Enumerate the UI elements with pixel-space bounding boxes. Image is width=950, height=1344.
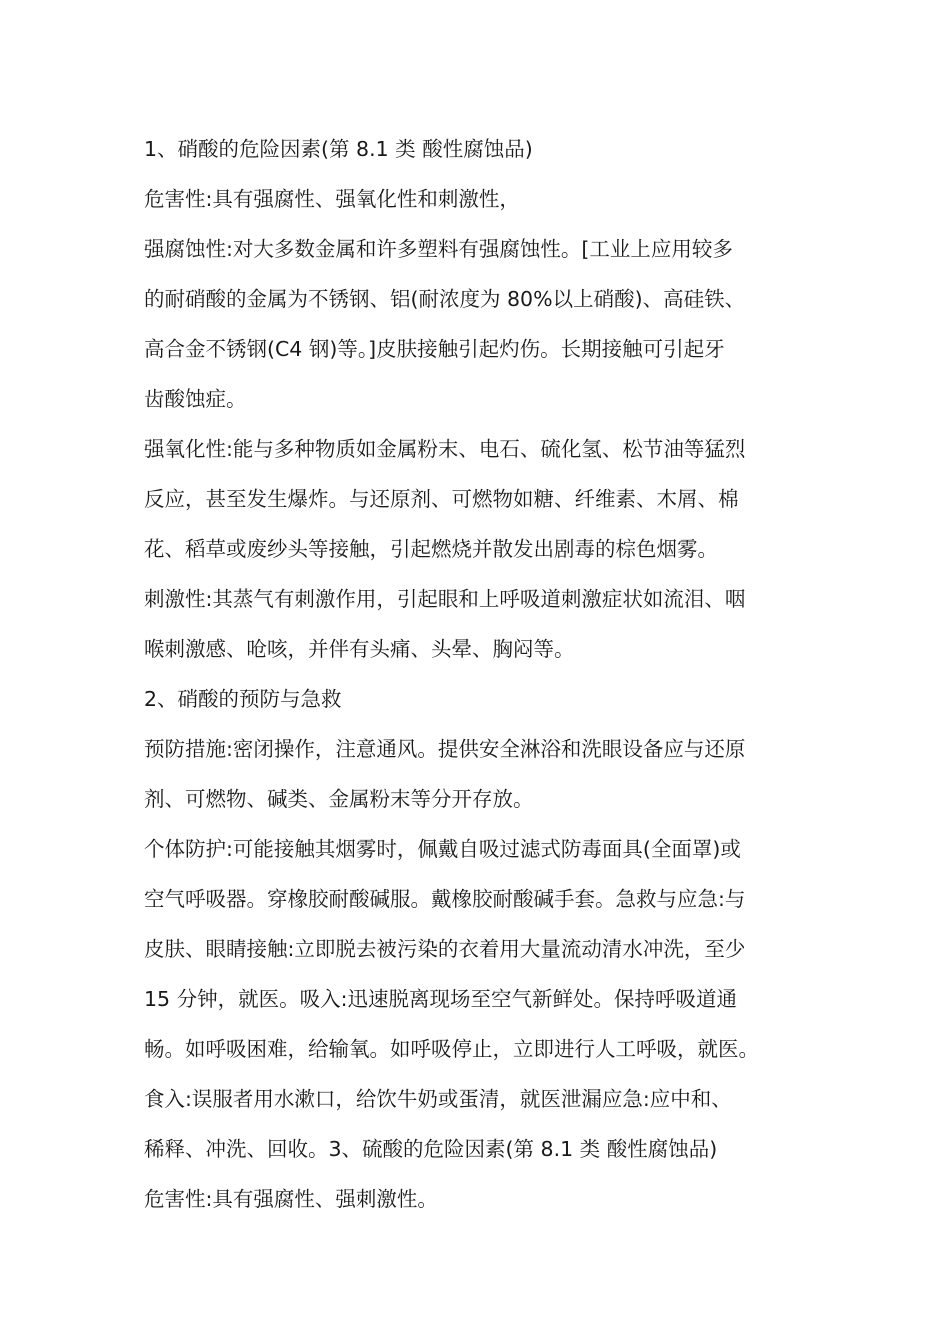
text-line: 预防措施:密闭操作，注意通风。提供安全淋浴和洗眼设备应与还原 — [144, 737, 746, 761]
text-line: 齿酸蚀症。 — [144, 387, 247, 411]
text-line: 花、稻草或废纱头等接触，引起燃烧并散发出剧毒的棕色烟雾。 — [144, 537, 718, 561]
text-line: 危害性:具有强腐性、强氧化性和刺激性， — [144, 187, 520, 211]
text-line: 畅。如呼吸困难，给输氧。如呼吸停止，立即进行人工呼吸，就医。 — [144, 1037, 759, 1061]
heading-nitric-acid-prevention: 2、硝酸的预防与急救 — [144, 687, 342, 711]
text-line: 反应，甚至发生爆炸。与还原剂、可燃物如糖、纤维素、木屑、棉 — [144, 487, 739, 511]
text-line: 空气呼吸器。穿橡胶耐酸碱服。戴橡胶耐酸碱手套。急救与应急:与 — [144, 887, 746, 911]
text-line: 刺激性:其蒸气有刺激作用，引起眼和上呼吸道刺激症状如流泪、咽 — [144, 587, 746, 611]
text-line: 稀释、冲洗、回收。3、硫酸的危险因素(第 8.1 类 酸性腐蚀品) — [144, 1137, 718, 1161]
text-line: 强氧化性:能与多种物质如金属粉末、电石、硫化氢、松节油等猛烈 — [144, 437, 746, 461]
text-line: 食入:误服者用水漱口，给饮牛奶或蛋清，就医泄漏应急:应中和、 — [144, 1087, 732, 1111]
text-line: 个体防护:可能接触其烟雾时，佩戴自吸过滤式防毒面具(全面罩)或 — [144, 837, 741, 861]
text-line: 的耐硝酸的金属为不锈钢、铝(耐浓度为 80%以上硝酸)、高硅铁、 — [144, 287, 746, 311]
text-line: 强腐蚀性:对大多数金属和许多塑料有强腐蚀性。[工业上应用较多 — [144, 237, 733, 261]
text-line: 危害性:具有强腐性、强刺激性。 — [144, 1187, 438, 1211]
text-line: 剂、可燃物、碱类、金属粉末等分开存放。 — [144, 787, 534, 811]
text-line: 15 分钟，就医。吸入:迅速脱离现场至空气新鲜处。保持呼吸道通 — [144, 987, 738, 1011]
text-line: 皮肤、眼睛接触:立即脱去被污染的衣着用大量流动清水冲洗，至少 — [144, 937, 746, 961]
heading-nitric-acid-hazards: 1、硝酸的危险因素(第 8.1 类 酸性腐蚀品) — [144, 137, 533, 161]
document-body — [144, 124, 824, 1224]
text-line: 高合金不锈钢(C4 钢)等。]皮肤接触引起灼伤。长期接触可引起牙 — [144, 337, 725, 361]
text-line: 喉刺激感、呛咳，并伴有头痛、头晕、胸闷等。 — [144, 637, 575, 661]
